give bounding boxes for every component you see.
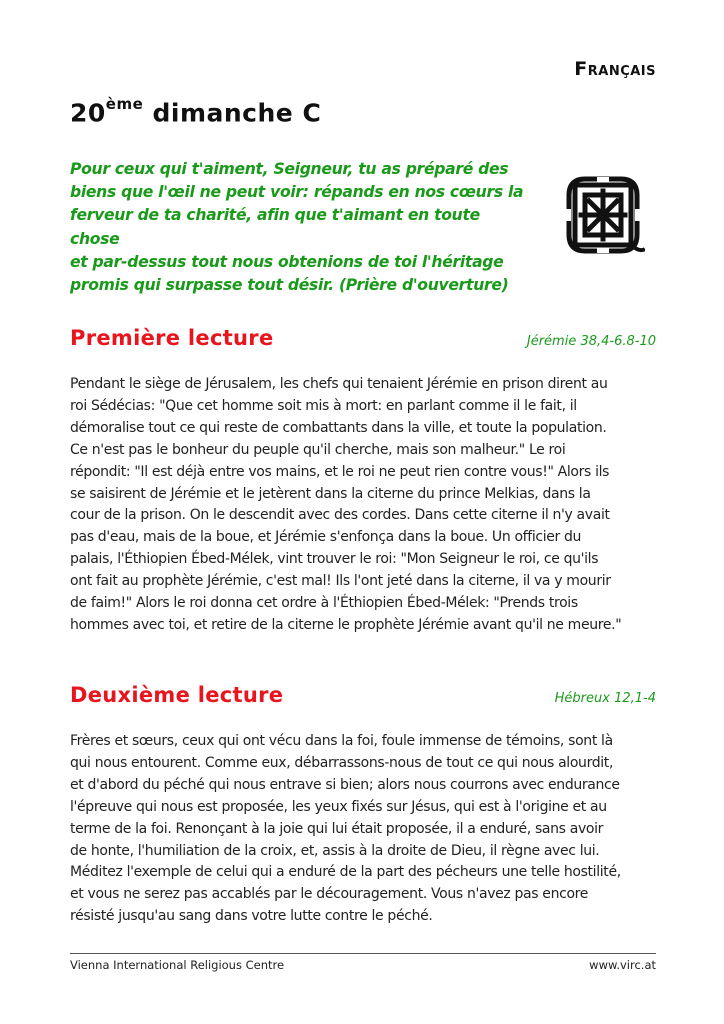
text-line: Méditez l'exemple de celui qui a enduré de la part des pécheurs une telle hostilité,: [70, 864, 621, 881]
second-reading-text: [70, 731, 660, 928]
language-label: Français: [574, 58, 656, 80]
text-line: se saisirent de Jérémie et le jetèrent dans la citerne du prince Melkias, dans la: [70, 485, 591, 502]
footer-website-link[interactable]: www.virc.at: [589, 958, 656, 972]
title-text: dimanche C: [143, 98, 322, 128]
text-line: cour de la prison. On le descendit avec des cordes. Dans cette citerne il n'y avait: [70, 507, 610, 524]
title-number: 20: [70, 98, 106, 128]
second-reading-heading: Deuxième lecture: [70, 683, 284, 707]
text-line: terme de la foi. Renonçant à la joie qui lui était proposée, il a enduré, sans avoir: [70, 820, 604, 837]
text-line: l'épreuve qui nous est proposée, les yeux fixés sur Jésus, qui est à l'origine et au: [70, 798, 607, 815]
title-superscript: ème: [105, 95, 144, 113]
text-line: qui nous entourent. Comme eux, débarrassons-nous de tout ce qui nous alourdit,: [70, 754, 614, 771]
text-line: hommes avec toi, et retire de la citerne le prophète Jérémie avant qu'il ne meure.": [70, 616, 622, 633]
first-reading-text: [70, 374, 660, 637]
first-reading-heading: Première lecture: [70, 326, 274, 350]
text-line: démoralise tout ce qui reste de combattants dans la ville, et toute la population.: [70, 419, 607, 436]
page-title: [70, 95, 322, 128]
text-line: résisté jusqu'au sang dans votre lutte contre le péché.: [70, 908, 433, 925]
prayer-line: et par-dessus tout nous obtenions de toi l'héritage: [70, 252, 504, 271]
text-line: Frères et sœurs, ceux qui ont vécu dans la foi, foule immense de témoins, sont là: [70, 733, 613, 749]
first-reading-reference: Jérémie 38,4-6.8-10: [526, 334, 656, 349]
virc-emblem-icon: [561, 173, 645, 257]
prayer-line: biens que l'œil ne peut voir: répands en nos cœurs la: [70, 183, 524, 202]
text-line: Ce n'est pas le bonheur du peuple qu'il cherche, mais son malheur." Le roi: [70, 441, 566, 458]
text-line: et vous ne serez pas accablés par le découragement. Vous n'avez pas encore: [70, 886, 589, 903]
footer-organization: Vienna International Religious Centre: [70, 958, 285, 972]
text-line: Pendant le siège de Jérusalem, les chefs qui tenaient Jérémie en prison dirent au: [70, 376, 608, 392]
second-reading-reference: Hébreux 12,1-4: [554, 691, 656, 706]
text-line: ont fait au prophète Jérémie, c'est mal! Ils l'ont jeté dans la citerne, il va y mourir: [70, 573, 611, 590]
text-line: pas d'eau, mais de la boue, et Jérémie s'enfonça dans la boue. Un officier du: [70, 529, 582, 546]
text-line: de faim!" Alors le roi donna cet ordre à l'Éthiopien Ébed-Mélek: "Prends trois: [70, 595, 578, 612]
text-line: répondit: "Il est déjà entre vos mains, et le roi ne peut rien contre vous!" Alors ils: [70, 463, 610, 480]
prayer-line: Pour ceux qui t'aiment, Seigneur, tu as préparé des: [70, 160, 509, 178]
prayer-line: ferveur de ta charité, afin que t'aimant en toute chose: [70, 206, 480, 248]
footer-divider: [70, 953, 656, 954]
opening-prayer: [70, 158, 525, 297]
text-line: roi Sédécias: "Que cet homme soit mis à mort: en parlant comme il le fait, il: [70, 397, 577, 414]
text-line: de honte, l'humiliation de la croix, et, assis à la droite de Dieu, il règne avec lui.: [70, 842, 600, 859]
text-line: palais, l'Éthiopien Ébed-Mélek, vint trouver le roi: "Mon Seigneur le roi, ce qu'ils: [70, 551, 599, 568]
prayer-line: promis qui surpasse tout désir. (Prière d'ouverture): [70, 276, 509, 295]
text-line: et d'abord du péché qui nous entrave si bien; alors nous courrons avec endurance: [70, 776, 620, 793]
